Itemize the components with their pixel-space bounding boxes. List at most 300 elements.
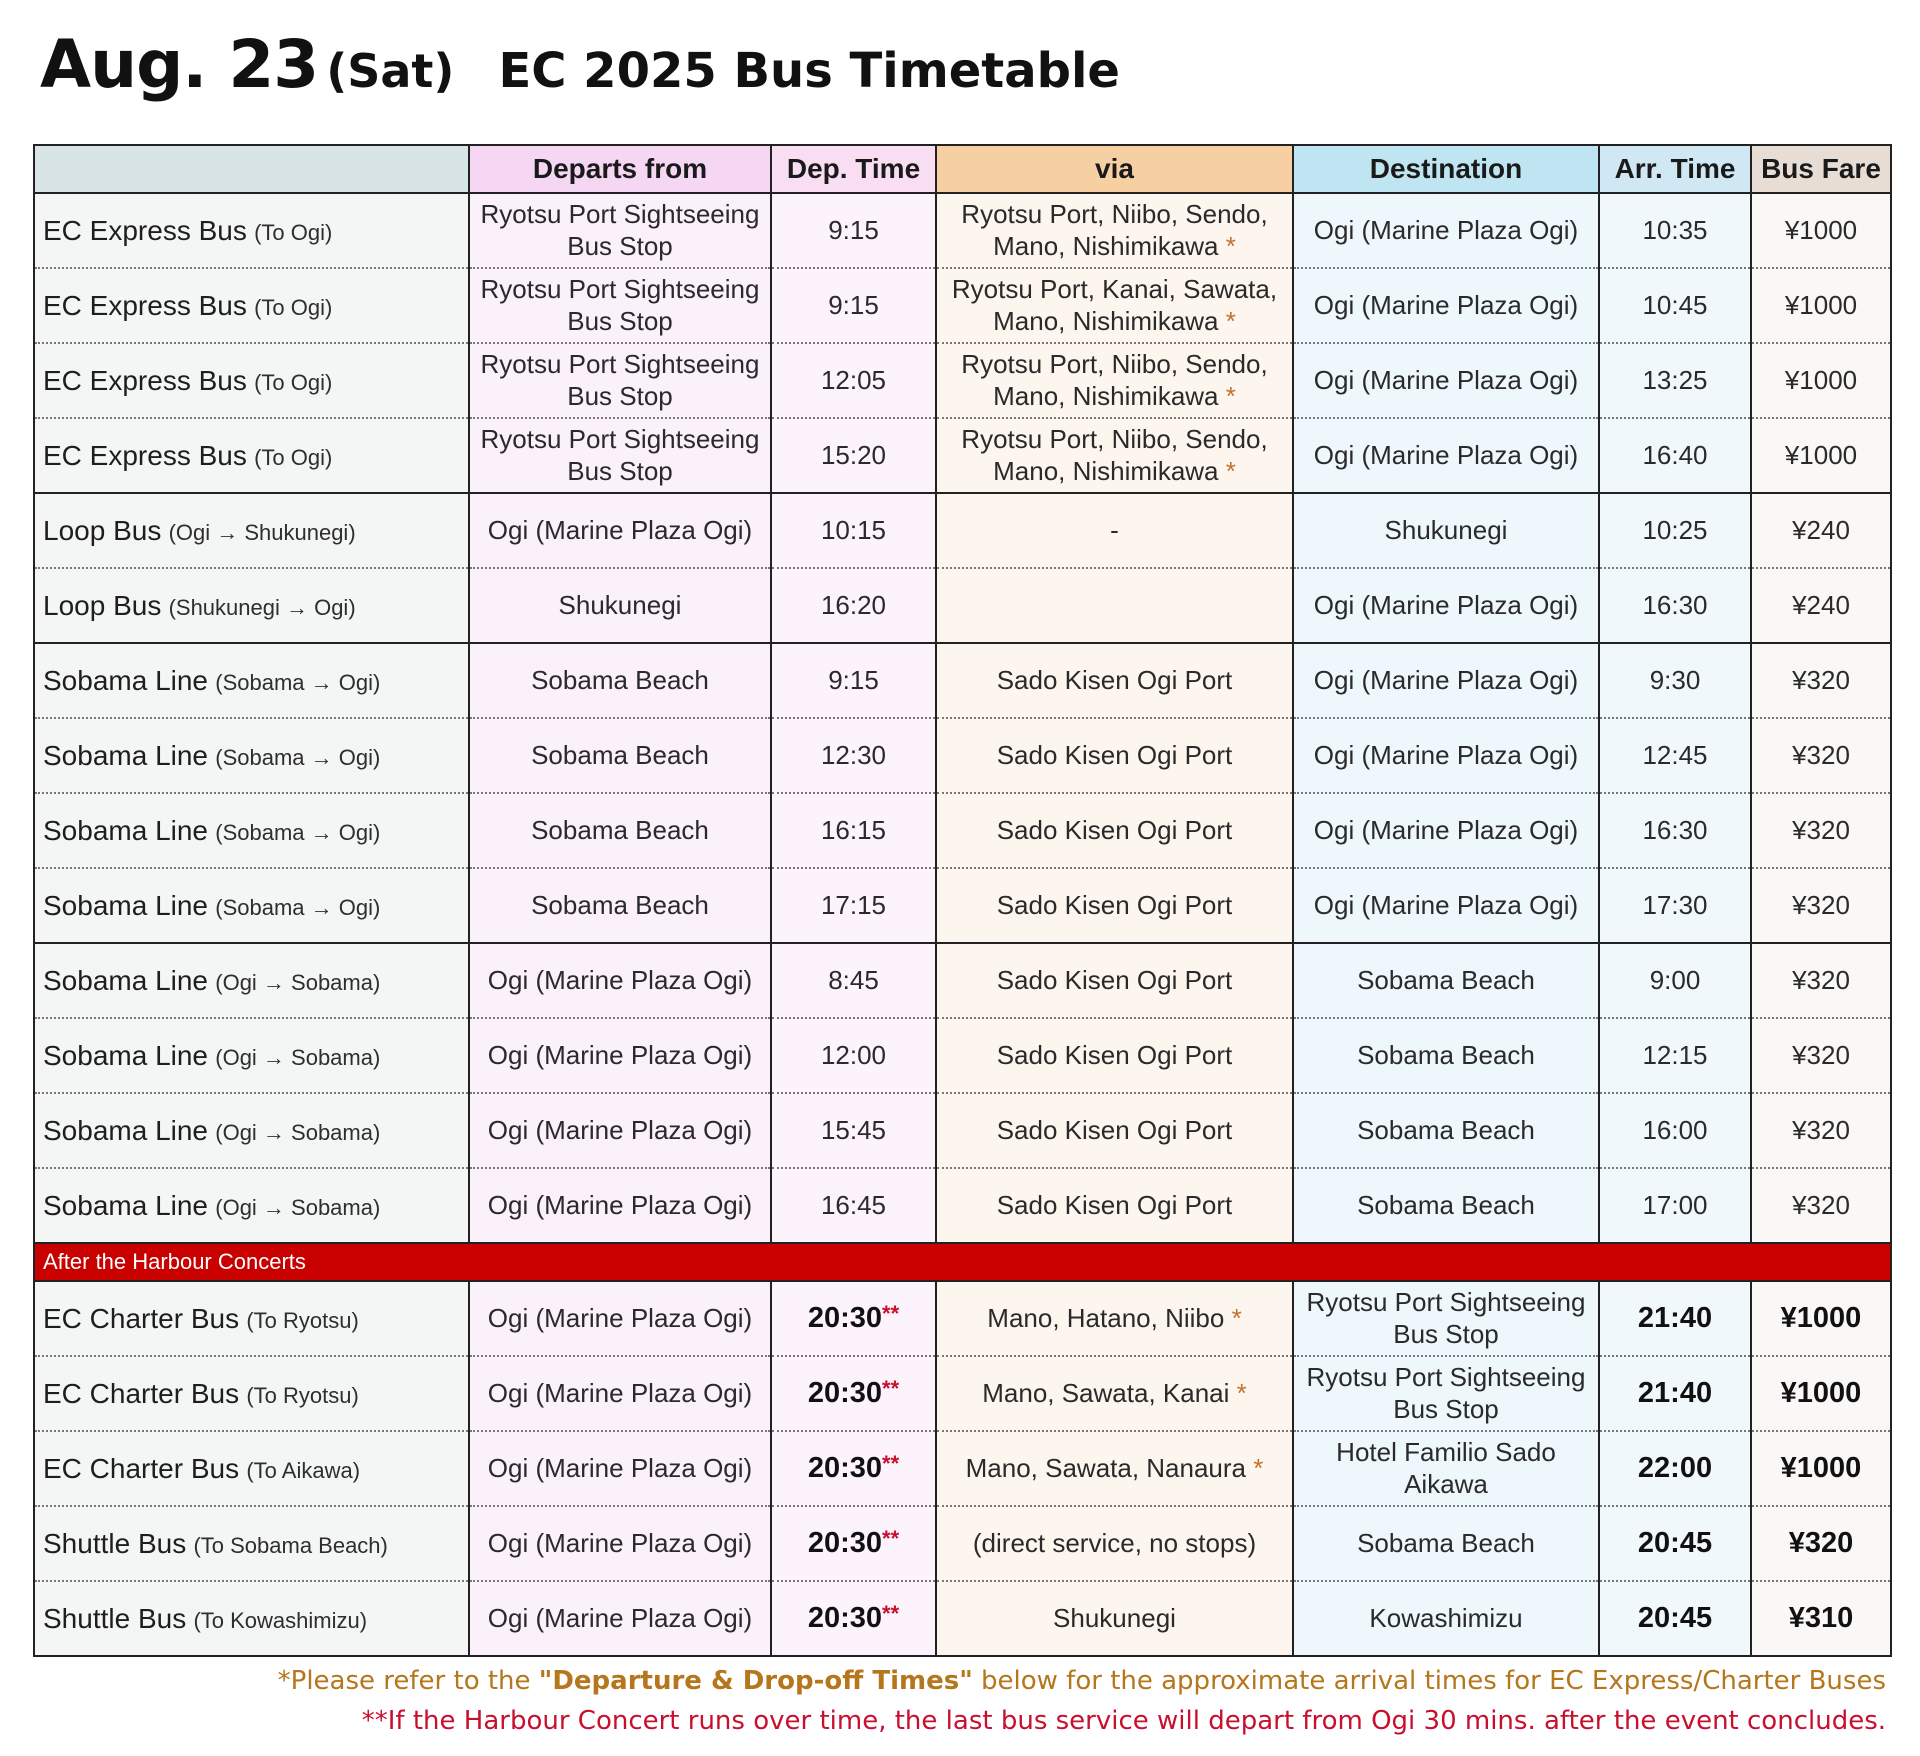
service-direction: (Ogi → Sobama) (215, 1044, 381, 1070)
departs-text: Ryotsu Port Sightseeing Bus Stop (480, 424, 760, 486)
arr-time-text: 10:45 (1642, 289, 1708, 320)
arr-time-text: 20:45 (1637, 1602, 1713, 1635)
destination-cell (1293, 1506, 1599, 1581)
arr-time-cell (1599, 643, 1751, 718)
fare-cell (1751, 943, 1891, 1018)
dep-time-double-asterisk: ** (882, 1526, 900, 1552)
arr-time-text: 9:00 (1649, 964, 1701, 995)
service-direction: (Sobama → Ogi) (215, 744, 381, 770)
service-name: Shuttle Bus (43, 1527, 187, 1559)
title-main: EC 2025 Bus Timetable (498, 43, 1120, 99)
via-cell (936, 343, 1293, 418)
destination-cell (1293, 343, 1599, 418)
fare-text: ¥320 (1792, 889, 1850, 920)
dep-time-text: 16:15 (820, 814, 887, 845)
destination-cell (1293, 493, 1599, 568)
table-row (34, 568, 1891, 643)
banner-row (34, 1243, 1891, 1281)
fare-cell (1751, 343, 1891, 418)
service-direction: (Ogi → Shukunegi) (168, 519, 356, 545)
destination-text: Ogi (Marine Plaza Ogi) (1313, 589, 1579, 620)
via-cell (936, 268, 1293, 343)
service-cell (34, 1431, 469, 1506)
arr-time-text: 16:00 (1642, 1114, 1708, 1145)
via-text: Mano, Sawata, Kanai (982, 1377, 1230, 1408)
service-name: EC Express Bus (43, 439, 247, 471)
fare-cell (1751, 418, 1891, 493)
via-cell (936, 1093, 1293, 1168)
fare-text: ¥320 (1792, 1039, 1850, 1070)
service-cell (34, 1281, 469, 1356)
dep-time-cell (771, 793, 936, 868)
departs-cell (469, 1506, 771, 1581)
dep-time-text: 12:00 (820, 1039, 887, 1070)
service-cell (34, 418, 469, 493)
destination-cell (1293, 1018, 1599, 1093)
via-text: Ryotsu Port, Niibo, Sendo, Mano, Nishimikawa (961, 199, 1268, 261)
table-row (34, 418, 1891, 493)
destination-cell (1293, 1356, 1599, 1431)
via-cell (936, 418, 1293, 493)
via-cell (936, 193, 1293, 268)
via-asterisk: * (1225, 305, 1236, 336)
departs-cell (469, 1281, 771, 1356)
destination-cell (1293, 868, 1599, 943)
destination-cell (1293, 1581, 1599, 1656)
dep-time-text: 15:45 (820, 1114, 887, 1145)
via-text: Sado Kisen Ogi Port (996, 664, 1233, 695)
via-text: Sado Kisen Ogi Port (996, 1039, 1233, 1070)
fare-text: ¥1000 (1780, 1377, 1862, 1410)
departs-cell (469, 943, 771, 1018)
arr-time-cell (1599, 1018, 1751, 1093)
arr-time-text: 17:30 (1642, 889, 1708, 920)
destination-text: Ogi (Marine Plaza Ogi) (1313, 814, 1579, 845)
service-name: Loop Bus (43, 589, 162, 621)
fare-cell (1751, 568, 1891, 643)
fare-cell (1751, 1506, 1891, 1581)
via-asterisk: * (1225, 380, 1236, 411)
fare-text: ¥1000 (1780, 1452, 1862, 1485)
departs-cell (469, 1431, 771, 1506)
table-row (34, 643, 1891, 718)
title-date: Aug. 23 (40, 26, 319, 103)
fare-text: ¥320 (1792, 964, 1850, 995)
service-direction: (To Ogi) (254, 219, 333, 245)
departs-text: Ogi (Marine Plaza Ogi) (487, 1039, 753, 1070)
arr-time-text: 16:30 (1642, 814, 1708, 845)
arr-time-text: 9:30 (1649, 664, 1701, 695)
via-cell (936, 1018, 1293, 1093)
destination-cell (1293, 568, 1599, 643)
via-text: Sado Kisen Ogi Port (996, 889, 1233, 920)
arr-time-text: 10:35 (1642, 214, 1708, 245)
fare-cell (1751, 868, 1891, 943)
departs-text: Ogi (Marine Plaza Ogi) (487, 514, 753, 545)
via-cell (936, 868, 1293, 943)
fare-cell (1751, 1581, 1891, 1656)
service-direction: (To Aikawa) (246, 1457, 361, 1483)
arr-time-cell (1599, 493, 1751, 568)
service-name: Sobama Line (43, 1039, 209, 1071)
via-text: Sado Kisen Ogi Port (996, 1189, 1233, 1220)
destination-cell (1293, 1431, 1599, 1506)
arr-time-cell (1599, 193, 1751, 268)
via-text: - (1110, 514, 1119, 545)
via-text: Ryotsu Port, Kanai, Sawata, Mano, Nishimikawa (951, 274, 1278, 336)
service-name: EC Express Bus (43, 289, 247, 321)
service-name: Sobama Line (43, 664, 209, 696)
dep-time-cell (771, 568, 936, 643)
fare-text: ¥320 (1792, 664, 1850, 695)
service-cell (34, 1093, 469, 1168)
departs-cell (469, 643, 771, 718)
service-name: EC Charter Bus (43, 1302, 240, 1334)
fare-text: ¥320 (1792, 1114, 1850, 1145)
departs-cell (469, 868, 771, 943)
fare-cell (1751, 1431, 1891, 1506)
destination-text: Sobama Beach (1357, 964, 1535, 995)
dep-time-text: 20:30 (807, 1602, 883, 1635)
arr-time-text: 13:25 (1642, 364, 1708, 395)
dep-time-cell (771, 643, 936, 718)
dep-time-text: 9:15 (828, 289, 879, 320)
service-direction: (Sobama → Ogi) (215, 894, 381, 920)
header-destination: Destination (1293, 145, 1599, 193)
fare-text: ¥320 (1792, 814, 1850, 845)
fare-text: ¥1000 (1780, 1302, 1862, 1335)
fare-cell (1751, 493, 1891, 568)
service-direction: (Sobama → Ogi) (215, 819, 381, 845)
service-name: Sobama Line (43, 889, 209, 921)
service-name: EC Express Bus (43, 214, 247, 246)
fare-text: ¥320 (1792, 739, 1850, 770)
dep-time-cell (771, 1093, 936, 1168)
departs-text: Shukunegi (558, 589, 682, 620)
table-row (34, 343, 1891, 418)
departs-cell (469, 1018, 771, 1093)
via-asterisk: * (1231, 1302, 1242, 1333)
via-cell (936, 1281, 1293, 1356)
dep-time-cell (771, 193, 936, 268)
dep-time-text: 16:45 (820, 1189, 887, 1220)
via-asterisk: * (1225, 230, 1236, 261)
via-text: (direct service, no stops) (972, 1527, 1257, 1558)
service-name: EC Charter Bus (43, 1377, 240, 1409)
footnote-1-bold: "Departure & Drop-off Times" (538, 1666, 973, 1696)
dep-time-cell (771, 343, 936, 418)
departs-cell (469, 568, 771, 643)
service-direction: (To Sobama Beach) (193, 1532, 388, 1558)
service-cell (34, 568, 469, 643)
via-cell (936, 568, 1293, 643)
table-row (34, 1168, 1891, 1243)
arr-time-text: 21:40 (1637, 1377, 1713, 1410)
dep-time-double-asterisk: ** (882, 1376, 900, 1402)
header-service (34, 145, 469, 193)
destination-cell (1293, 418, 1599, 493)
service-direction: (To Ogi) (254, 444, 333, 470)
arr-time-text: 21:40 (1637, 1302, 1713, 1335)
arr-time-cell (1599, 943, 1751, 1018)
dep-time-cell (771, 1506, 936, 1581)
fare-cell (1751, 1168, 1891, 1243)
service-direction: (To Ryotsu) (246, 1382, 359, 1408)
table-row (34, 1431, 1891, 1506)
fare-cell (1751, 1281, 1891, 1356)
fare-text: ¥1000 (1784, 214, 1858, 245)
destination-cell (1293, 1168, 1599, 1243)
destination-text: Shukunegi (1384, 514, 1508, 545)
departs-text: Ryotsu Port Sightseeing Bus Stop (480, 349, 760, 411)
table-row (34, 268, 1891, 343)
banner-after-harbour-concerts: After the Harbour Concerts (34, 1243, 1891, 1281)
dep-time-text: 8:45 (828, 964, 879, 995)
arr-time-text: 20:45 (1637, 1527, 1713, 1560)
header-bus-fare: Bus Fare (1751, 145, 1891, 193)
via-cell (936, 493, 1293, 568)
via-text: Sado Kisen Ogi Port (996, 739, 1233, 770)
arr-time-text: 16:40 (1642, 439, 1708, 470)
destination-text: Ogi (Marine Plaza Ogi) (1313, 364, 1579, 395)
arr-time-cell (1599, 1093, 1751, 1168)
dep-time-text: 9:15 (828, 664, 879, 695)
via-text: Ryotsu Port, Niibo, Sendo, Mano, Nishimikawa (961, 349, 1268, 411)
arr-time-cell (1599, 1581, 1751, 1656)
footnote-arrival-times (278, 1666, 1886, 1696)
departs-text: Sobama Beach (531, 889, 709, 920)
destination-text: Ogi (Marine Plaza Ogi) (1313, 664, 1579, 695)
dep-time-cell (771, 418, 936, 493)
service-name: EC Express Bus (43, 364, 247, 396)
destination-cell (1293, 193, 1599, 268)
dep-time-double-asterisk: ** (882, 1601, 900, 1627)
service-cell (34, 643, 469, 718)
departs-cell (469, 1093, 771, 1168)
service-name: Sobama Line (43, 964, 209, 996)
service-name: Loop Bus (43, 514, 162, 546)
service-direction: (Sobama → Ogi) (215, 669, 381, 695)
service-cell (34, 868, 469, 943)
dep-time-text: 20:30 (807, 1302, 883, 1335)
dep-time-text: 9:15 (828, 214, 879, 245)
fare-cell (1751, 1356, 1891, 1431)
service-name: Sobama Line (43, 814, 209, 846)
timetable (33, 144, 1892, 1657)
via-text: Sado Kisen Ogi Port (996, 1114, 1233, 1145)
via-cell (936, 943, 1293, 1018)
departs-cell (469, 493, 771, 568)
table-row (34, 1356, 1891, 1431)
service-direction: (Ogi → Sobama) (215, 969, 381, 995)
footnote-1-prefix: *Please refer to the (277, 1666, 539, 1696)
destination-text: Ogi (Marine Plaza Ogi) (1313, 289, 1579, 320)
arr-time-cell (1599, 1506, 1751, 1581)
departs-text: Sobama Beach (531, 814, 709, 845)
service-name: EC Charter Bus (43, 1452, 240, 1484)
fare-text: ¥310 (1788, 1602, 1854, 1635)
via-cell (936, 718, 1293, 793)
service-cell (34, 1581, 469, 1656)
fare-cell (1751, 643, 1891, 718)
destination-text: Ryotsu Port Sightseeing Bus Stop (1306, 1287, 1586, 1349)
via-text: Shukunegi (1053, 1602, 1176, 1633)
footnote-1-suffix: below for the approximate arrival times for EC Express/Charter Buses (972, 1666, 1886, 1696)
arr-time-text: 12:15 (1642, 1039, 1708, 1070)
via-text: Sado Kisen Ogi Port (996, 814, 1233, 845)
service-name: Sobama Line (43, 1189, 209, 1221)
dep-time-cell (771, 1581, 936, 1656)
via-asterisk: * (1253, 1452, 1264, 1483)
dep-time-cell (771, 868, 936, 943)
header-dep-time: Dep. Time (771, 145, 936, 193)
departs-cell (469, 793, 771, 868)
service-cell (34, 268, 469, 343)
table-row (34, 718, 1891, 793)
table-row (34, 943, 1891, 1018)
service-cell (34, 718, 469, 793)
arr-time-text: 16:30 (1642, 589, 1708, 620)
destination-text: Ogi (Marine Plaza Ogi) (1313, 739, 1579, 770)
dep-time-text: 20:30 (807, 1527, 883, 1560)
departs-cell (469, 1581, 771, 1656)
table-row (34, 493, 1891, 568)
service-cell (34, 943, 469, 1018)
header-via: via (936, 145, 1293, 193)
departs-cell (469, 268, 771, 343)
via-cell (936, 1506, 1293, 1581)
dep-time-double-asterisk: ** (882, 1451, 900, 1477)
service-cell (34, 1168, 469, 1243)
fare-cell (1751, 193, 1891, 268)
departs-text: Sobama Beach (531, 739, 709, 770)
service-name: Sobama Line (43, 1114, 209, 1146)
arr-time-text: 10:25 (1642, 514, 1708, 545)
title-day: (Sat) (326, 44, 455, 98)
fare-cell (1751, 1093, 1891, 1168)
dep-time-cell (771, 1281, 936, 1356)
arr-time-text: 22:00 (1637, 1452, 1713, 1485)
table-row (34, 1281, 1891, 1356)
fare-text: ¥1000 (1784, 289, 1858, 320)
service-cell (34, 793, 469, 868)
destination-text: Hotel Familio Sado Aikawa (1336, 1437, 1556, 1499)
destination-cell (1293, 943, 1599, 1018)
page-title (40, 26, 1120, 116)
departs-text: Ogi (Marine Plaza Ogi) (487, 1114, 753, 1145)
fare-cell (1751, 1018, 1891, 1093)
via-cell (936, 1581, 1293, 1656)
destination-text: Sobama Beach (1357, 1189, 1535, 1220)
departs-text: Ogi (Marine Plaza Ogi) (487, 1527, 753, 1558)
service-direction: (To Kowashimizu) (193, 1607, 368, 1633)
arr-time-cell (1599, 343, 1751, 418)
dep-time-cell (771, 943, 936, 1018)
via-asterisk: * (1225, 455, 1236, 486)
arr-time-cell (1599, 1168, 1751, 1243)
service-name: Shuttle Bus (43, 1602, 187, 1634)
dep-time-text: 10:15 (820, 514, 887, 545)
dep-time-cell (771, 1431, 936, 1506)
destination-text: Ryotsu Port Sightseeing Bus Stop (1306, 1362, 1586, 1424)
via-asterisk: * (1236, 1377, 1247, 1408)
dep-time-double-asterisk: ** (882, 1301, 900, 1327)
departs-cell (469, 418, 771, 493)
header-arr-time: Arr. Time (1599, 145, 1751, 193)
service-cell (34, 343, 469, 418)
table-row (34, 1093, 1891, 1168)
service-direction: (Ogi → Sobama) (215, 1119, 381, 1145)
arr-time-cell (1599, 268, 1751, 343)
destination-text: Sobama Beach (1357, 1527, 1535, 1558)
departs-cell (469, 193, 771, 268)
dep-time-text: 15:20 (820, 439, 887, 470)
arr-time-cell (1599, 868, 1751, 943)
fare-cell (1751, 718, 1891, 793)
dep-time-cell (771, 1018, 936, 1093)
destination-cell (1293, 268, 1599, 343)
arr-time-cell (1599, 718, 1751, 793)
table-row (34, 1018, 1891, 1093)
departs-text: Ogi (Marine Plaza Ogi) (487, 1302, 753, 1333)
dep-time-text: 16:20 (820, 589, 887, 620)
destination-text: Ogi (Marine Plaza Ogi) (1313, 889, 1579, 920)
via-text: Mano, Sawata, Nanaura (965, 1452, 1247, 1483)
service-direction: (Ogi → Sobama) (215, 1194, 381, 1220)
arr-time-text: 12:45 (1642, 739, 1708, 770)
departs-text: Ogi (Marine Plaza Ogi) (487, 1452, 753, 1483)
table-row (34, 1581, 1891, 1656)
fare-text: ¥1000 (1784, 439, 1858, 470)
via-text: Sado Kisen Ogi Port (996, 964, 1233, 995)
dep-time-cell (771, 268, 936, 343)
table-row (34, 1506, 1891, 1581)
departs-text: Ryotsu Port Sightseeing Bus Stop (480, 274, 760, 336)
service-direction: (To Ogi) (254, 294, 333, 320)
arr-time-cell (1599, 568, 1751, 643)
departs-cell (469, 1168, 771, 1243)
arr-time-cell (1599, 1281, 1751, 1356)
departs-text: Ogi (Marine Plaza Ogi) (487, 964, 753, 995)
destination-cell (1293, 718, 1599, 793)
dep-time-text: 20:30 (807, 1377, 883, 1410)
dep-time-text: 12:05 (820, 364, 887, 395)
via-text: Mano, Hatano, Niibo (987, 1302, 1225, 1333)
departs-text: Sobama Beach (531, 664, 709, 695)
destination-text: Ogi (Marine Plaza Ogi) (1313, 214, 1579, 245)
destination-text: Sobama Beach (1357, 1114, 1535, 1145)
departs-cell (469, 343, 771, 418)
service-cell (34, 493, 469, 568)
departs-text: Ogi (Marine Plaza Ogi) (487, 1189, 753, 1220)
dep-time-text: 12:30 (820, 739, 887, 770)
arr-time-cell (1599, 1356, 1751, 1431)
dep-time-text: 17:15 (820, 889, 887, 920)
table-row (34, 793, 1891, 868)
via-cell (936, 1356, 1293, 1431)
destination-text: Kowashimizu (1369, 1602, 1523, 1633)
dep-time-cell (771, 1168, 936, 1243)
header-row (34, 145, 1891, 193)
fare-text: ¥320 (1792, 1189, 1850, 1220)
destination-cell (1293, 793, 1599, 868)
departs-text: Ogi (Marine Plaza Ogi) (487, 1377, 753, 1408)
fare-text: ¥240 (1792, 514, 1850, 545)
destination-text: Sobama Beach (1357, 1039, 1535, 1070)
service-cell (34, 1018, 469, 1093)
dep-time-cell (771, 493, 936, 568)
service-direction: (Shukunegi → Ogi) (168, 594, 356, 620)
